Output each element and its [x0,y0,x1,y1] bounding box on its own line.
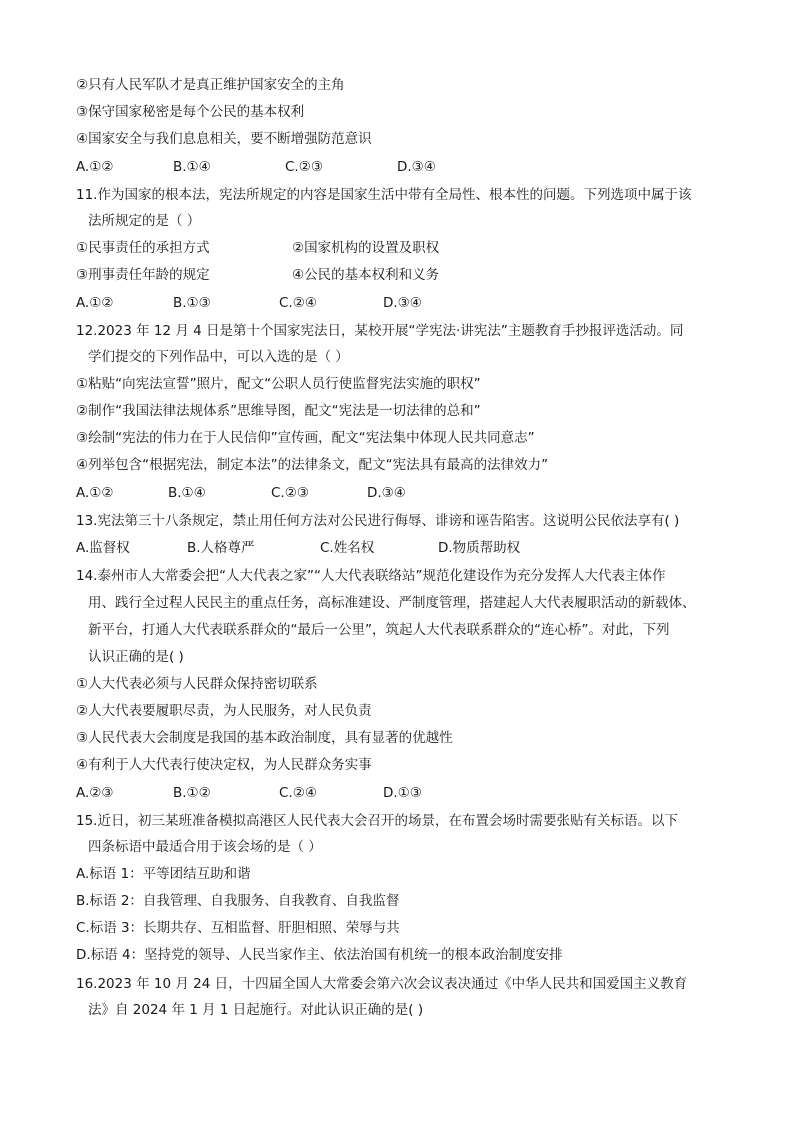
statement-2: ②国家机构的设置及职权 [292,240,440,256]
text-line: 法》自 2024 年 1 月 1 日起施行。对此认识正确的是( ) [88,1002,424,1018]
question-14: 14.泰州市人大常委会把“人大代表之家”“人大代表联络站”规范化建设作为充分发挥人大代表主体作 [76,568,666,584]
option-c[interactable]: C.姓名权 [320,540,375,556]
statement-2: ②制作“我国法律法规体系”思维导图，配文“宪法是一切法律的总和” [76,403,481,419]
statement-1: ①民事责任的承担方式 [76,240,210,256]
question-11: 11.作为国家的根本法，宪法所规定的内容是国家生活中带有全局性、根本性的问题。下列选项中属于该 [76,187,692,203]
question-16: 16.2023 年 10 月 24 日，十四届全国人大常委会第六次会议表决通过《中华人民共和国爱国主义教育 [76,976,688,992]
option-d[interactable]: D.物质帮助权 [438,540,521,556]
statement-4: ④列举包含“根据宪法，制定本法”的法律条文，配文“宪法具有最高的法律效力” [76,457,549,473]
question-13: 13.宪法第三十八条规定，禁止用任何方法对公民进行侮辱、诽谤和诬告陷害。这说明公民依法享有( ) [76,513,680,529]
question-12: 12.2023 年 12 月 4 日是第十个国家宪法日，某校开展“学宪法·讲宪法”主题教育手抄报评选活动。同 [76,323,684,339]
option-a[interactable]: A.①② [76,295,114,311]
option-c[interactable]: C.②③ [271,485,309,501]
option-b[interactable]: B.①④ [168,485,206,501]
option-d[interactable]: D.③④ [397,159,436,175]
option-b[interactable]: B.①② [173,785,211,801]
question-15: 15.近日，初三某班准备模拟高港区人民代表大会召开的场景，在布置会场时需要张贴有关标语。以下 [76,813,678,829]
option-a[interactable]: A.②③ [76,785,114,801]
text-line: 法所规定的是（ ） [88,213,201,229]
text-line: ②只有人民军队才是真正维护国家安全的主角 [76,77,345,93]
statement-3: ③人民代表大会制度是我国的基本政治制度，具有显著的优越性 [76,730,453,746]
option-d[interactable]: D.①③ [383,785,422,801]
option-c[interactable]: C.②③ [285,159,323,175]
option-a[interactable]: A.监督权 [76,540,130,556]
statement-1: ①人大代表必须与人民群众保持密切联系 [76,676,318,692]
statement-4: ④公民的基本权利和义务 [292,267,440,283]
option-c[interactable]: C.②④ [279,295,317,311]
statement-3: ③刑事责任年龄的规定 [76,267,210,283]
statement-2: ②人大代表要履职尽责，为人民服务，对人民负责 [76,703,372,719]
text-line: 新平台，打通人大代表联系群众的“最后一公里”，筑起人大代表联系群众的“连心桥”。对此，下列 [88,622,670,638]
option-b[interactable]: B.①③ [173,295,211,311]
option-b[interactable]: B.人格尊严 [187,540,255,556]
option-d[interactable]: D.③④ [383,295,422,311]
option-c[interactable]: C.标语 3：长期共存、互相监督、肝胆相照、荣辱与共 [76,920,400,936]
statement-4: ④有利于人大代表行使决定权，为人民群众务实事 [76,757,372,773]
option-a[interactable]: A.①② [76,485,114,501]
statement-1: ①粘贴“向宪法宣誓”照片，配文“公职人员行使监督宪法实施的职权” [76,376,481,392]
option-d[interactable]: D.标语 4：坚持党的领导、人民当家作主、依法治国有机统一的根本政治制度安排 [76,947,563,963]
text-line: ④国家安全与我们息息相关，要不断增强防范意识 [76,131,372,147]
option-a[interactable]: A.标语 1：平等团结互助和谐 [76,866,251,882]
text-line: ③保守国家秘密是每个公民的基本权利 [76,104,305,120]
text-line: 用、践行全过程人民民主的重点任务，高标准建设、严制度管理，搭建起人大代表履职活动的新载体、 [88,595,696,611]
statement-3: ③绘制“宪法的伟力在于人民信仰”宣传画，配文“宪法集中体现人民共同意志” [76,430,535,446]
option-b[interactable]: B.①④ [173,159,211,175]
text-line: 学们提交的下列作品中，可以入选的是（ ） [88,349,349,365]
option-b[interactable]: B.标语 2：自我管理、自我服务、自我教育、自我监督 [76,893,400,909]
option-c[interactable]: C.②④ [279,785,317,801]
text-line: 四条标语中最适合用于该会场的是（ ） [88,839,322,855]
option-d[interactable]: D.③④ [367,485,406,501]
text-line: 认识正确的是( ) [88,649,184,665]
option-a[interactable]: A.①② [76,159,114,175]
